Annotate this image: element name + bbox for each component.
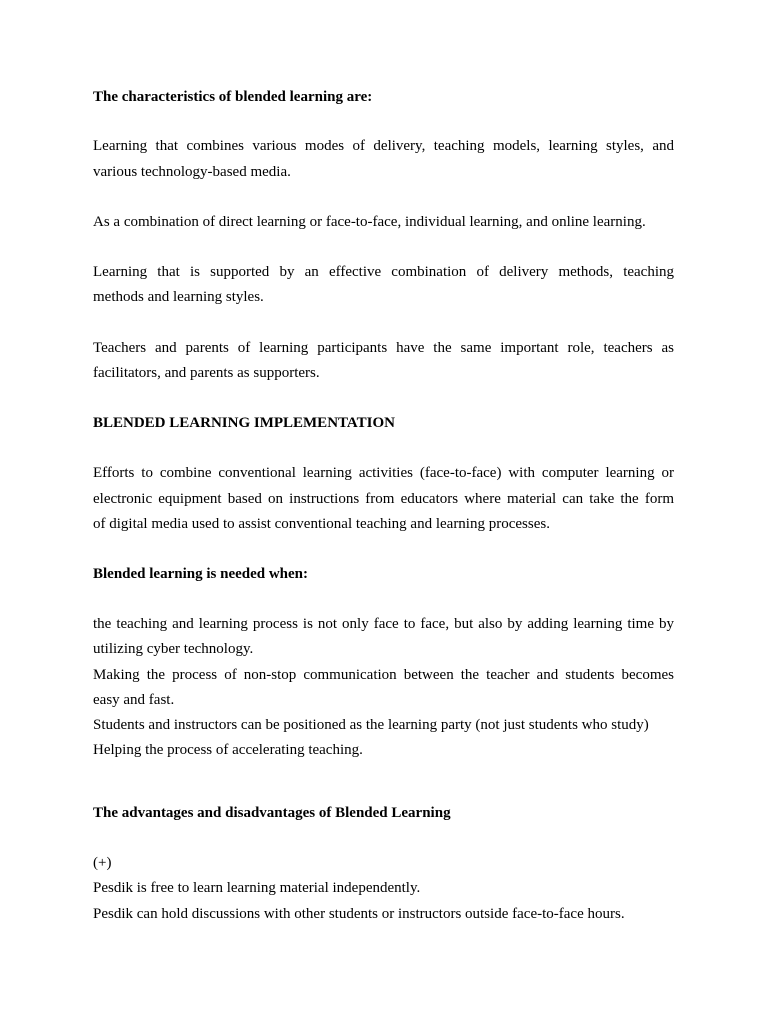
- needed-line-2: utilizing cyber technology.: [93, 641, 254, 657]
- needed-line-1: the teaching and learning process is not only face to face, but also by adding learning time by: [93, 616, 674, 632]
- needed-line-3: Making the process of non-stop communication between the teacher and students becomes: [93, 667, 674, 683]
- advantage-line-1: Pesdik is free to learn learning material independently.: [93, 880, 421, 896]
- heading-characteristics: The characteristics of blended learning are:: [93, 89, 373, 105]
- advantage-line-2: Pesdik can hold discussions with other students or instructors outside face-to-face hours.: [93, 906, 625, 922]
- heading-advantages: The advantages and disadvantages of Blended Learning: [93, 805, 451, 821]
- plus-marker: (+): [93, 855, 112, 871]
- characteristic-4-line-1: Teachers and parents of learning participants have the same important role, teachers as: [93, 340, 674, 356]
- characteristic-4-line-2: facilitators, and parents as supporters.: [93, 365, 320, 381]
- implementation-line-2: electronic equipment based on instructions from educators where material can take the form: [93, 491, 674, 507]
- needed-line-5: Students and instructors can be positioned as the learning party (not just students who study): [93, 717, 649, 733]
- characteristic-3-line-2: methods and learning styles.: [93, 289, 264, 305]
- characteristic-3-line-1: Learning that is supported by an effective combination of delivery methods, teaching: [93, 264, 674, 280]
- implementation-line-3: of digital media used to assist conventional teaching and learning processes.: [93, 516, 550, 532]
- needed-line-4: easy and fast.: [93, 692, 175, 708]
- characteristic-1-line-2: various technology-based media.: [93, 164, 291, 180]
- characteristic-1-line-1: Learning that combines various modes of delivery, teaching models, learning styles, and: [93, 138, 674, 154]
- needed-line-6: Helping the process of accelerating teaching.: [93, 742, 363, 758]
- characteristic-2-line-1: As a combination of direct learning or face-to-face, individual learning, and online learning.: [93, 214, 646, 230]
- heading-implementation: BLENDED LEARNING IMPLEMENTATION: [93, 415, 395, 431]
- implementation-line-1: Efforts to combine conventional learning activities (face-to-face) with computer learning or: [93, 465, 674, 481]
- heading-needed: Blended learning is needed when:: [93, 566, 309, 582]
